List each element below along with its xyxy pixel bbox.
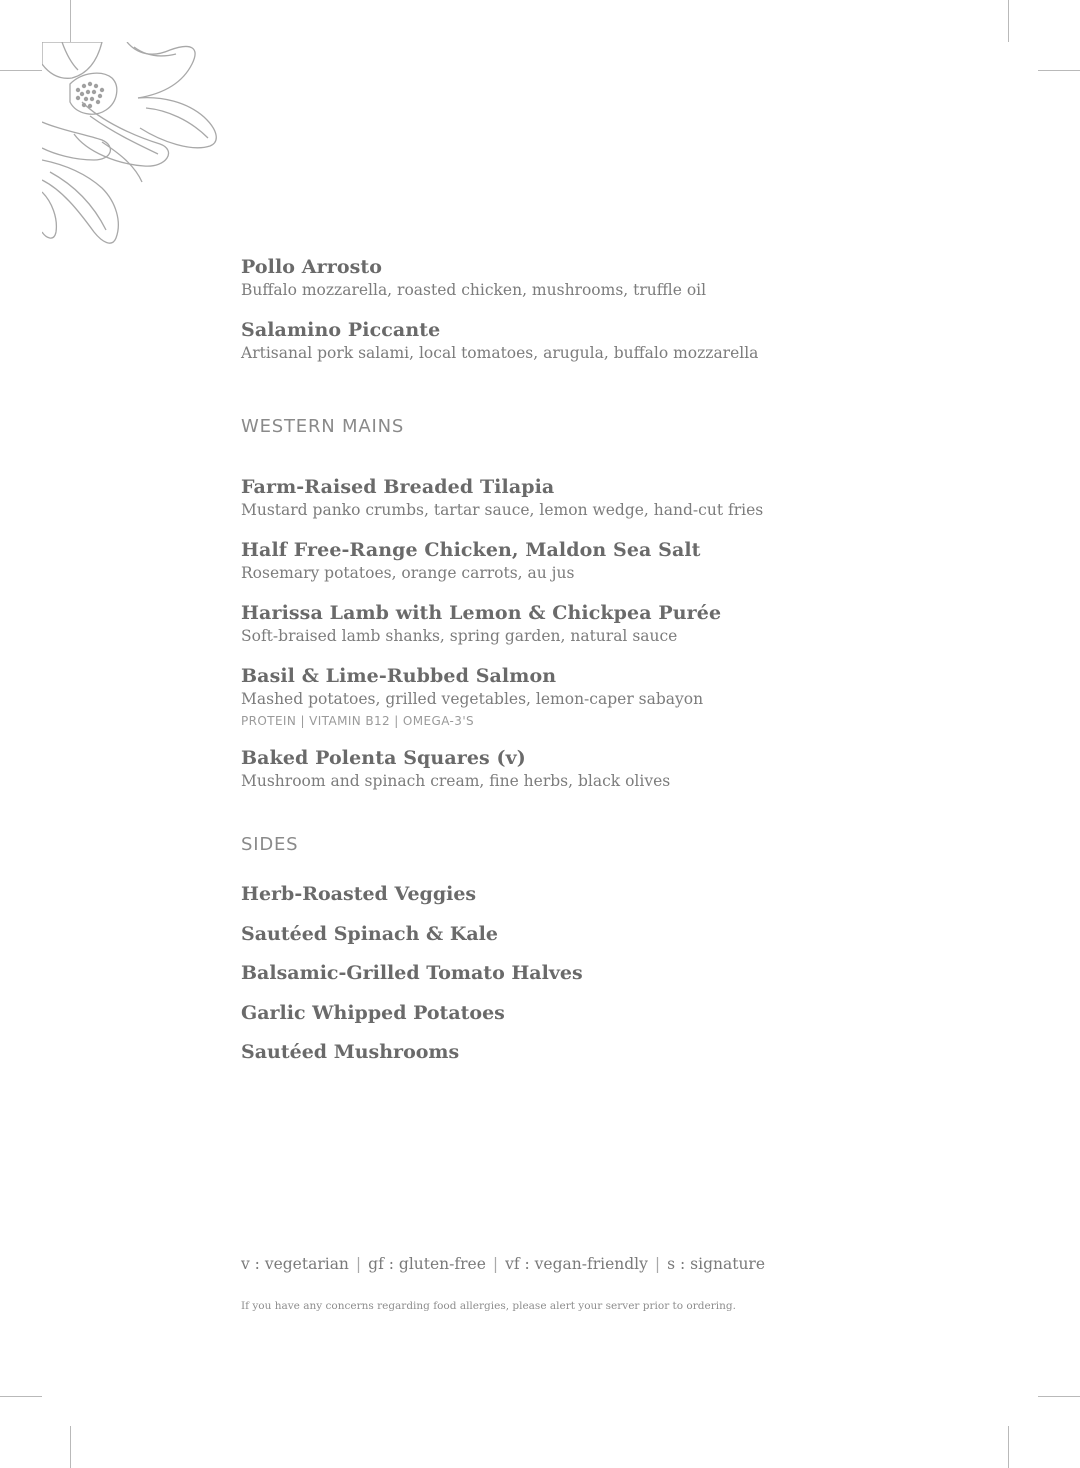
crop-mark <box>1008 1426 1009 1468</box>
side-item: Sautéed Mushrooms <box>241 1041 460 1063</box>
section-title-sides: SIDES <box>241 834 299 855</box>
side-item: Herb-Roasted Veggies <box>241 883 477 905</box>
menu-item <box>241 537 1001 583</box>
menu-content <box>241 254 1001 1079</box>
menu-item-name: Farm-Raised Breaded Tilapia <box>241 476 555 498</box>
menu-item-description: Mushroom and spinach cream, fine herbs, black olives <box>241 772 671 790</box>
menu-item <box>241 663 1001 728</box>
legend-entry: s : signature <box>667 1255 766 1273</box>
menu-item-name: Salamino Piccante <box>241 319 441 341</box>
lotus-flower-illustration <box>42 42 222 247</box>
menu-item <box>241 600 1001 646</box>
menu-item-description: Mustard panko crumbs, tartar sauce, lemon wedge, hand-cut fries <box>241 501 764 519</box>
menu-item <box>241 317 1001 363</box>
crop-mark <box>70 1426 71 1468</box>
menu-item-description: Rosemary potatoes, orange carrots, au jus <box>241 564 575 582</box>
legend-entry: v : vegetarian <box>241 1255 349 1273</box>
menu-item <box>241 474 1001 520</box>
crop-mark <box>1038 1396 1080 1397</box>
crop-mark <box>70 0 71 42</box>
menu-item-description: Mashed potatoes, grilled vegetables, lemon-caper sabayon <box>241 690 704 708</box>
menu-item <box>241 745 1001 791</box>
menu-item-name: Half Free-Range Chicken, Maldon Sea Salt <box>241 539 701 561</box>
legend-separator: | <box>654 1255 661 1273</box>
allergy-note: If you have any concerns regarding food allergies, please alert your server prior to ordering. <box>241 1300 736 1312</box>
dietary-legend <box>241 1255 765 1273</box>
section-title-western-mains: WESTERN MAINS <box>241 416 405 437</box>
side-item: Sautéed Spinach & Kale <box>241 922 498 945</box>
crop-mark <box>0 1396 42 1397</box>
crop-mark <box>1038 70 1080 71</box>
legend-separator: | <box>492 1255 499 1273</box>
legend-separator: | <box>355 1255 362 1273</box>
legend-entry: vf : vegan-friendly <box>505 1255 648 1273</box>
side-item: Balsamic-Grilled Tomato Halves <box>241 962 583 984</box>
menu-item-name: Basil & Lime-Rubbed Salmon <box>241 665 557 687</box>
menu-item-name: Pollo Arrosto <box>241 256 383 278</box>
menu-item-description: Artisanal pork salami, local tomatoes, arugula, buffalo mozzarella <box>241 344 759 362</box>
menu-item-name: Harissa Lamb with Lemon & Chickpea Purée <box>241 602 722 624</box>
crop-mark <box>1008 0 1009 42</box>
menu-item-description: Buffalo mozzarella, roasted chicken, mushrooms, truffle oil <box>241 281 707 299</box>
nutrition-tags: PROTEIN | VITAMIN B12 | OMEGA-3'S <box>241 714 475 728</box>
menu-item-name: Baked Polenta Squares (v) <box>241 747 526 769</box>
legend-entry: gf : gluten-free <box>368 1255 486 1273</box>
side-item: Garlic Whipped Potatoes <box>241 1001 505 1024</box>
menu-item-description: Soft-braised lamb shanks, spring garden, natural sauce <box>241 627 678 645</box>
menu-item <box>241 254 1001 300</box>
crop-mark <box>0 70 42 71</box>
